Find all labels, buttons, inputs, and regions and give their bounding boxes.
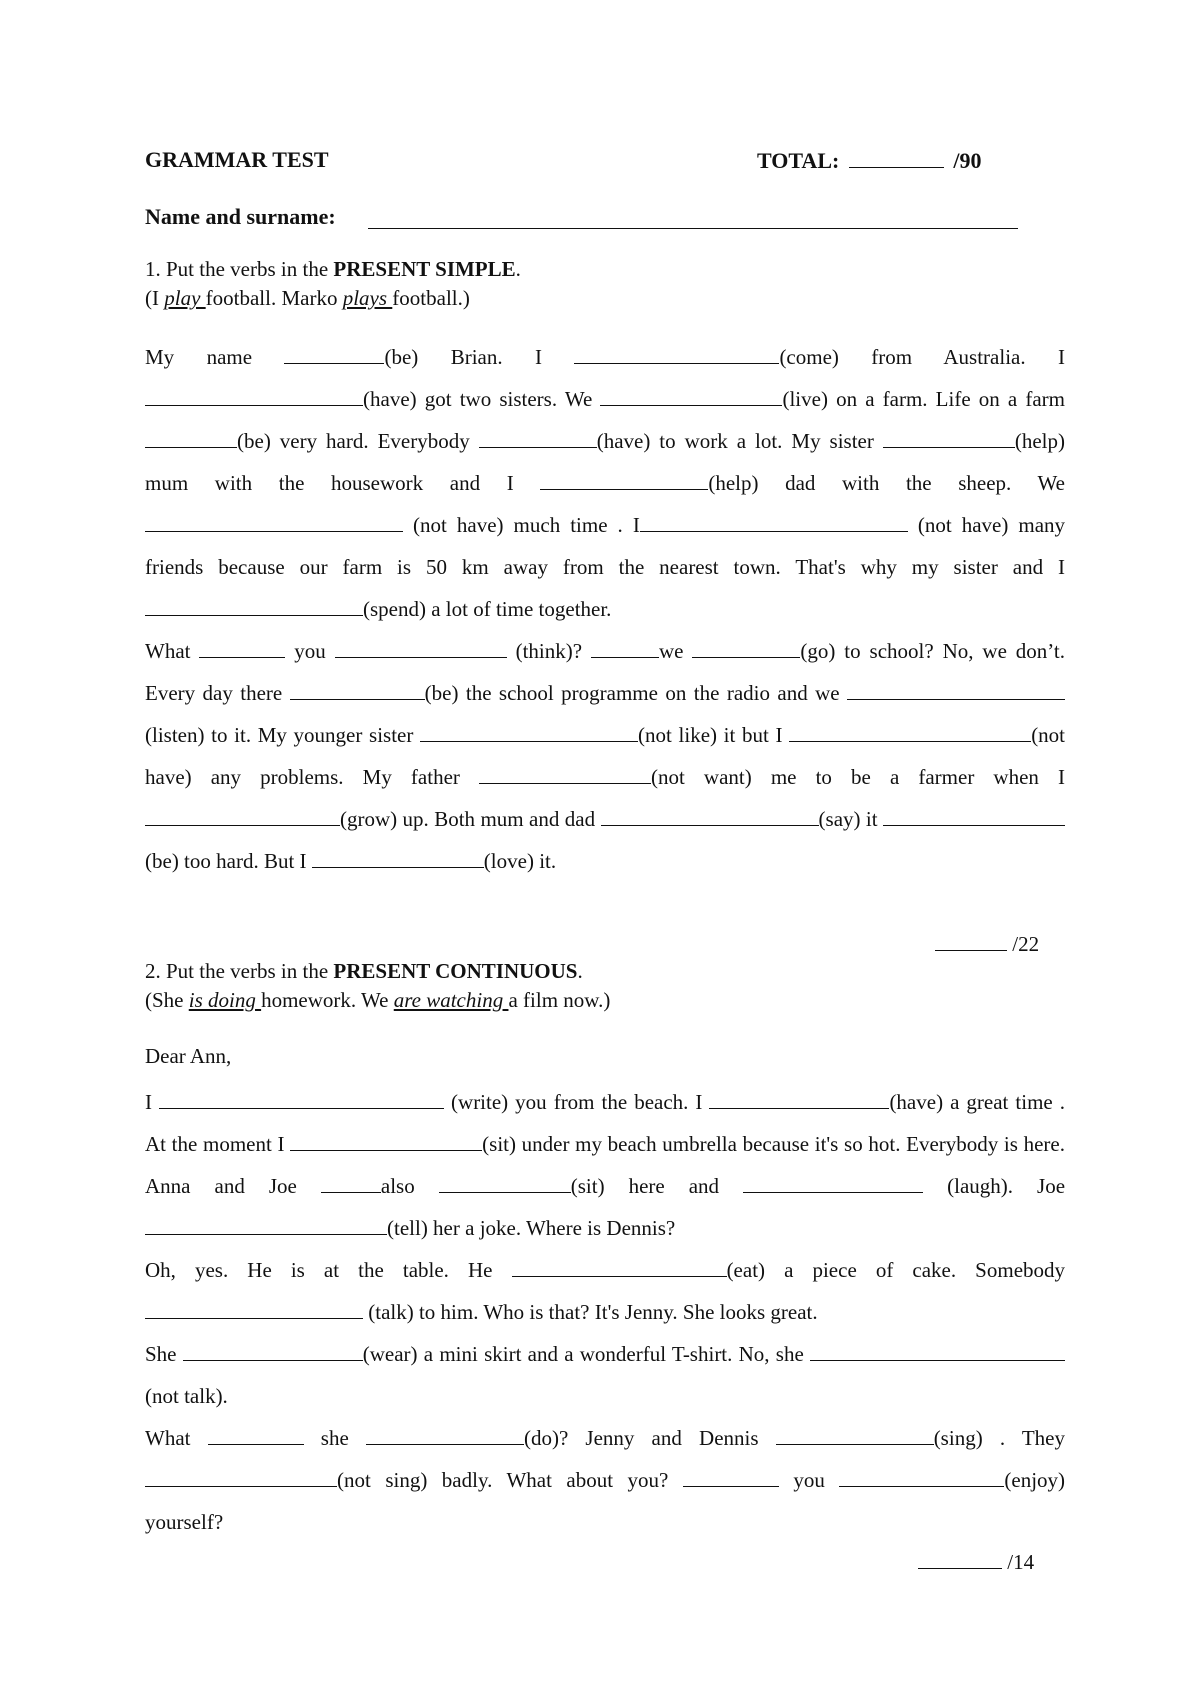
- answer-blank[interactable]: [145, 805, 340, 826]
- answer-blank[interactable]: [776, 1424, 934, 1445]
- answer-blank[interactable]: [692, 637, 800, 658]
- answer-blank[interactable]: [290, 679, 425, 700]
- example-close: a film now.): [508, 988, 611, 1012]
- name-blank[interactable]: [368, 206, 1018, 229]
- section2-score-blank[interactable]: [918, 1548, 1002, 1569]
- section1-instruction: 1. Put the verbs in the PRESENT SIMPLE.: [145, 257, 521, 281]
- s1-seg: (be) too hard. But I: [145, 849, 307, 873]
- answer-blank[interactable]: [145, 595, 363, 616]
- s1-seg: we: [659, 639, 684, 663]
- section1-score: [935, 930, 1039, 957]
- section2-tense: PRESENT CONTINUOUS: [333, 959, 578, 983]
- answer-blank[interactable]: [810, 1340, 1065, 1361]
- s1-seg: What: [145, 639, 191, 663]
- answer-blank[interactable]: [883, 805, 1065, 826]
- section1-score-max: /22: [1012, 932, 1040, 956]
- answer-blank[interactable]: [208, 1424, 304, 1445]
- answer-blank[interactable]: [145, 1298, 363, 1319]
- s2-seg: (wear) a mini skirt and a wonderful T-shirt. No, she: [362, 1342, 804, 1366]
- answer-blank[interactable]: [789, 721, 1031, 742]
- answer-blank[interactable]: [199, 637, 285, 658]
- letter-greeting: Dear Ann,: [145, 1044, 232, 1068]
- section2-number: 2. Put the verbs in the: [145, 959, 329, 983]
- answer-blank[interactable]: [145, 511, 403, 532]
- s2-seg: (enjoy) yourself?: [145, 1468, 1066, 1534]
- s1-seg: (grow) up. Both mum and dad: [340, 807, 596, 831]
- s1-seg: (spend) a lot of time together.: [363, 597, 612, 621]
- section2-text: [145, 1081, 1065, 1543]
- total-score: [757, 147, 981, 174]
- example-open: (She: [145, 988, 189, 1012]
- s1-seg: (have) got two sisters. We: [363, 387, 593, 411]
- s2-seg: What: [145, 1426, 191, 1450]
- s2-seg: (sing) . They: [933, 1426, 1066, 1450]
- s1-seg: (be) Brian. I: [384, 345, 543, 369]
- section2-score-max: /14: [1007, 1550, 1035, 1574]
- s2-seg: (sit) under my beach umbrella because it's so hot. Everybody is here. Anna and Joe: [145, 1132, 1065, 1198]
- answer-blank[interactable]: [321, 1172, 381, 1193]
- answer-blank[interactable]: [159, 1088, 444, 1109]
- s2-seg: (not sing) badly. What about you?: [337, 1468, 669, 1492]
- section1-score-blank[interactable]: [935, 930, 1007, 951]
- example-verb-1: play: [164, 286, 206, 310]
- example-verb-2: plays: [342, 286, 393, 310]
- answer-blank[interactable]: [743, 1172, 923, 1193]
- section1-example: [145, 286, 470, 311]
- s2-seg: (write) you from the beach. I: [451, 1090, 703, 1114]
- answer-blank[interactable]: [600, 385, 782, 406]
- total-blank[interactable]: [849, 147, 944, 168]
- answer-blank[interactable]: [335, 637, 507, 658]
- s1-seg: (not have) many friends because our farm is 50 km away from the nearest town. That's why my sister and I: [145, 513, 1066, 579]
- answer-blank[interactable]: [439, 1172, 571, 1193]
- s2-seg: (sit) here and: [570, 1174, 720, 1198]
- name-label: Name and surname:: [145, 204, 336, 229]
- answer-blank[interactable]: [366, 1424, 524, 1445]
- s1-seg: (have) to work a lot. My sister: [596, 429, 874, 453]
- s1-seg: (not want) me to be a farmer when I: [651, 765, 1065, 789]
- answer-blank[interactable]: [683, 1466, 779, 1487]
- s1-seg: My name: [145, 345, 253, 369]
- answer-blank[interactable]: [540, 469, 708, 490]
- s2-seg: also: [380, 1174, 415, 1198]
- answer-blank[interactable]: [312, 847, 484, 868]
- s1-seg: (not have) much time . I: [413, 513, 640, 537]
- s2-seg: (do)? Jenny and Dennis: [523, 1426, 759, 1450]
- s2-seg: She: [145, 1342, 177, 1366]
- s2-seg: (talk) to him. Who is that? It's Jenny. She looks great.: [368, 1300, 818, 1324]
- s2-seg: (eat) a piece of cake. Somebody: [726, 1258, 1066, 1282]
- s2-seg: I: [145, 1090, 152, 1114]
- section2-score: [918, 1548, 1034, 1575]
- answer-blank[interactable]: [145, 1466, 337, 1487]
- answer-blank[interactable]: [145, 385, 363, 406]
- example-close: football.): [392, 286, 470, 310]
- s1-seg: (go) to school? No, we don’t. Every day there: [145, 639, 1065, 705]
- section1-text: [145, 336, 1065, 882]
- s1-seg: (say) it: [818, 807, 878, 831]
- answer-blank[interactable]: [145, 1214, 387, 1235]
- s2-seg: (have) a great time . At the moment I: [145, 1090, 1065, 1156]
- answer-blank[interactable]: [183, 1340, 363, 1361]
- answer-blank[interactable]: [847, 679, 1065, 700]
- answer-blank[interactable]: [640, 511, 908, 532]
- example-verb-2: are watching: [393, 988, 509, 1012]
- s1-seg: (love) it.: [483, 849, 557, 873]
- s1-seg: (help) mum with the housework and I: [145, 429, 1065, 495]
- s2-seg: you: [793, 1468, 825, 1492]
- answer-blank[interactable]: [591, 637, 659, 658]
- answer-blank[interactable]: [883, 427, 1015, 448]
- s2-seg: she: [320, 1426, 349, 1450]
- answer-blank[interactable]: [839, 1466, 1004, 1487]
- s1-seg: (be) very hard. Everybody: [237, 429, 470, 453]
- section1-tense: PRESENT SIMPLE: [333, 257, 516, 281]
- s2-seg: Oh, yes. He is at the table. He: [145, 1258, 493, 1282]
- section2-example: [145, 988, 610, 1013]
- total-label: TOTAL:: [757, 148, 840, 173]
- s1-seg: (not like) it but I: [638, 723, 783, 747]
- s1-seg: you: [294, 639, 326, 663]
- s1-seg: (think)?: [515, 639, 583, 663]
- s1-seg: (live) on a farm. Life on a farm: [782, 387, 1066, 411]
- example-mid: football. Marko: [205, 286, 343, 310]
- s1-seg: (help) dad with the sheep. We: [708, 471, 1066, 495]
- s2-seg: (tell) her a joke. Where is Dennis?: [387, 1216, 676, 1240]
- s1-seg: (listen) to it. My younger sister: [145, 723, 414, 747]
- answer-blank[interactable]: [284, 343, 384, 364]
- example-mid: homework. We: [261, 988, 394, 1012]
- answer-blank[interactable]: [290, 1130, 482, 1151]
- answer-blank[interactable]: [479, 763, 651, 784]
- answer-blank[interactable]: [479, 427, 597, 448]
- section1-number: 1. Put the verbs in the: [145, 257, 329, 281]
- answer-blank[interactable]: [709, 1088, 889, 1109]
- total-max: /90: [953, 148, 982, 173]
- answer-blank[interactable]: [601, 805, 819, 826]
- s2-seg: (not talk).: [145, 1384, 228, 1408]
- s2-seg: (laugh). Joe: [947, 1174, 1066, 1198]
- answer-blank[interactable]: [512, 1256, 727, 1277]
- example-open: (I: [145, 286, 165, 310]
- answer-blank[interactable]: [574, 343, 779, 364]
- s1-seg: (be) the school programme on the radio and we: [424, 681, 840, 705]
- s1-seg: (not have) any problems. My father: [145, 723, 1066, 789]
- section2-instruction: 2. Put the verbs in the PRESENT CONTINUOUS.: [145, 959, 583, 983]
- test-title: GRAMMAR TEST: [145, 147, 329, 172]
- answer-blank[interactable]: [145, 427, 237, 448]
- answer-blank[interactable]: [420, 721, 638, 742]
- s1-seg: (come) from Australia. I: [779, 345, 1066, 369]
- example-verb-1: is doing: [188, 988, 262, 1012]
